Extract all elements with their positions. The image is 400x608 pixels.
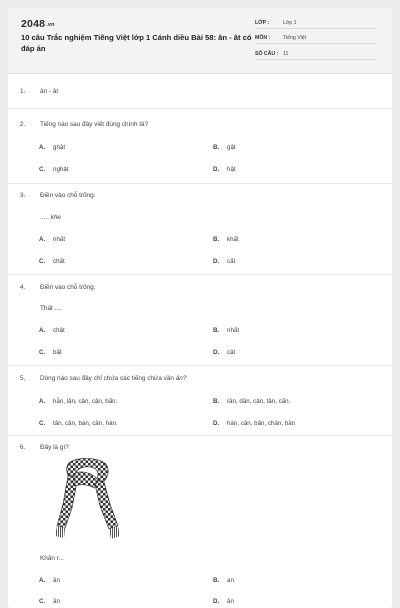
question-number: 2. [20, 121, 26, 128]
document-page [8, 8, 392, 608]
option-d[interactable]: D. cất [213, 258, 236, 265]
meta-subject [255, 32, 377, 44]
question-number: 1. [20, 88, 26, 95]
question-text: ân - ât [40, 88, 59, 95]
meta-subject-value: Tiếng Việt [283, 35, 307, 41]
logo-text: 2048 [21, 18, 46, 30]
option-d[interactable]: D. cật [213, 349, 236, 356]
option-a[interactable]: A. ân [39, 577, 60, 584]
divider [8, 365, 392, 366]
option-b[interactable]: B. khất [213, 236, 239, 243]
option-d[interactable]: D. hán, cản, bản, chán, bàn [213, 420, 296, 427]
option-a[interactable]: A. hẫn, lân, cân, cận, bấn. [39, 398, 118, 405]
question-number: 3. [20, 192, 26, 199]
question-blank: Khăn r... [40, 555, 64, 562]
divider [8, 435, 392, 436]
logo-tld: .vn [46, 22, 55, 28]
option-c[interactable]: C. tân, cân, ban, cản, hàn. [39, 420, 118, 427]
option-b[interactable]: B. rân, dần, cản, tân, cấn. [213, 398, 291, 405]
option-c[interactable]: C. ăn [39, 598, 60, 605]
option-b[interactable]: B. an [213, 577, 234, 584]
divider [8, 274, 392, 275]
question-blank: Thất .... [40, 305, 62, 312]
meta-count-label: SỐ CÂU : [255, 51, 279, 57]
meta-class-label: LỚP : [255, 20, 270, 26]
question-number: 6. [20, 444, 26, 451]
option-a[interactable]: A. chật [39, 327, 65, 334]
option-c[interactable]: C. nghật [39, 166, 69, 173]
option-c[interactable]: C. bật [39, 349, 62, 356]
option-b[interactable]: B. nhất [213, 327, 240, 334]
divider [8, 183, 392, 184]
meta-class-value: Lớp 1 [283, 20, 297, 26]
meta-class [255, 17, 377, 29]
question-text: Tiếng nào sau đây viết đúng chính tả? [40, 121, 149, 128]
question-text: Đây là gì? [40, 444, 69, 451]
option-a[interactable]: A. ghật [39, 144, 66, 151]
option-a[interactable]: A. nhất [39, 236, 66, 243]
page-title: 10 câu Trắc nghiệm Tiếng Việt lớp 1 Cánh diều Bài 58: ân - ât có đáp án [21, 33, 252, 53]
option-d[interactable]: D. ân [213, 598, 234, 605]
meta-question-count [255, 48, 377, 60]
question-text: Điền vào chỗ trống: [40, 192, 96, 199]
scarf-image [48, 458, 126, 540]
question-text: Dòng nào sau đây chỉ chứa các tiếng chứa vần ân? [40, 375, 187, 382]
meta-subject-label: MÔN : [255, 35, 271, 41]
question-number: 4. [20, 284, 26, 291]
meta-count-value: 11 [283, 51, 289, 57]
question-blank: ..... khe [40, 214, 61, 221]
divider [8, 108, 392, 109]
option-d[interactable]: D. hật [213, 166, 236, 173]
question-number: 5. [20, 375, 26, 382]
document-header [8, 8, 392, 74]
question-text: Điền vào chỗ trống: [40, 284, 96, 291]
site-logo[interactable] [21, 18, 55, 30]
option-b[interactable]: B. gật [213, 144, 236, 151]
option-c[interactable]: C. chất [39, 258, 65, 265]
